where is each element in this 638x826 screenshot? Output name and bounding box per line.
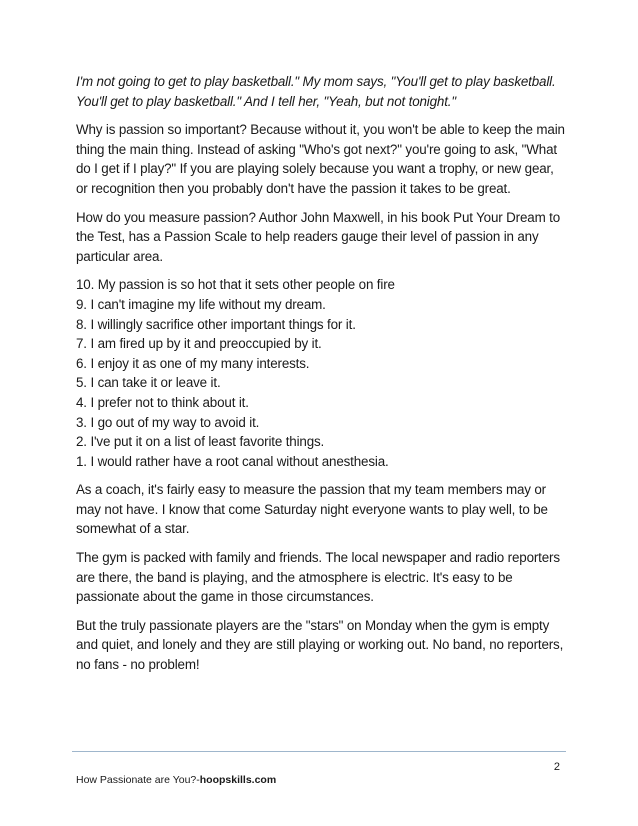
footer-site-link[interactable]: hoopskills.com <box>199 774 277 786</box>
page-number: 2 <box>553 761 560 773</box>
paragraph-why-passion: Why is passion so important? Because without it, you won't be able to keep the main thing the main thing. Instead of asking "Who's got next?" you're going to ask, "What do I get if I play?" If you are playing solely because you want a trophy, or new gear, or recognition then you probably don't have the passion it takes to be great. <box>76 122 565 196</box>
passion-scale-item: 7. I am fired up by it and preoccupied by it. <box>76 336 322 352</box>
passion-scale-item: 1. I would rather have a root canal without anesthesia. <box>76 453 389 469</box>
footer-title: How Passionate are You?- <box>76 774 200 786</box>
passion-scale-item: 6. I enjoy it as one of my many interests. <box>76 355 310 371</box>
passion-scale-item: 2. I've put it on a list of least favorite things. <box>76 434 325 450</box>
passion-scale-item: 10. My passion is so hot that it sets other people on fire <box>76 277 395 293</box>
passion-scale-item: 4. I prefer not to think about it. <box>76 394 249 410</box>
paragraph-coach: As a coach, it's fairly easy to measure the passion that my team members may or may not have. I know that come Saturday night everyone wants to play well, to be somewhat of a star. <box>76 482 548 537</box>
passion-scale-item: 8. I willingly sacrifice other important things for it. <box>76 316 356 332</box>
passion-scale-item: 5. I can take it or leave it. <box>76 375 221 391</box>
passion-scale-item: 9. I can't imagine my life without my dream. <box>76 296 326 312</box>
paragraph-true-stars: But the truly passionate players are the "stars" on Monday when the gym is empty and quiet, and lonely and they are still playing or working out. No band, no reporters, no fans - no problem! <box>76 617 564 673</box>
passion-scale-list <box>76 275 568 471</box>
footer-caption <box>76 773 276 787</box>
page-content <box>76 72 568 684</box>
paragraph-measure-passion: How do you measure passion? Author John Maxwell, in his book Put Your Dream to the Test, has a Passion Scale to help readers gauge their level of passion in any particular area. <box>76 209 561 264</box>
passion-scale-item: 3. I go out of my way to avoid it. <box>76 414 260 430</box>
footer-divider <box>72 751 566 752</box>
paragraph-gym: The gym is packed with family and friends. The local newspaper and radio reporters are there, the band is playing, and the atmosphere is electric. It's easy to be passionate about the game in those circumstances. <box>76 550 560 605</box>
quote-paragraph: I'm not going to get to play basketball." My mom says, "You'll get to play basketball. You'll get to play basketball." And I tell her, "Yeah, but not tonight." <box>76 74 556 109</box>
